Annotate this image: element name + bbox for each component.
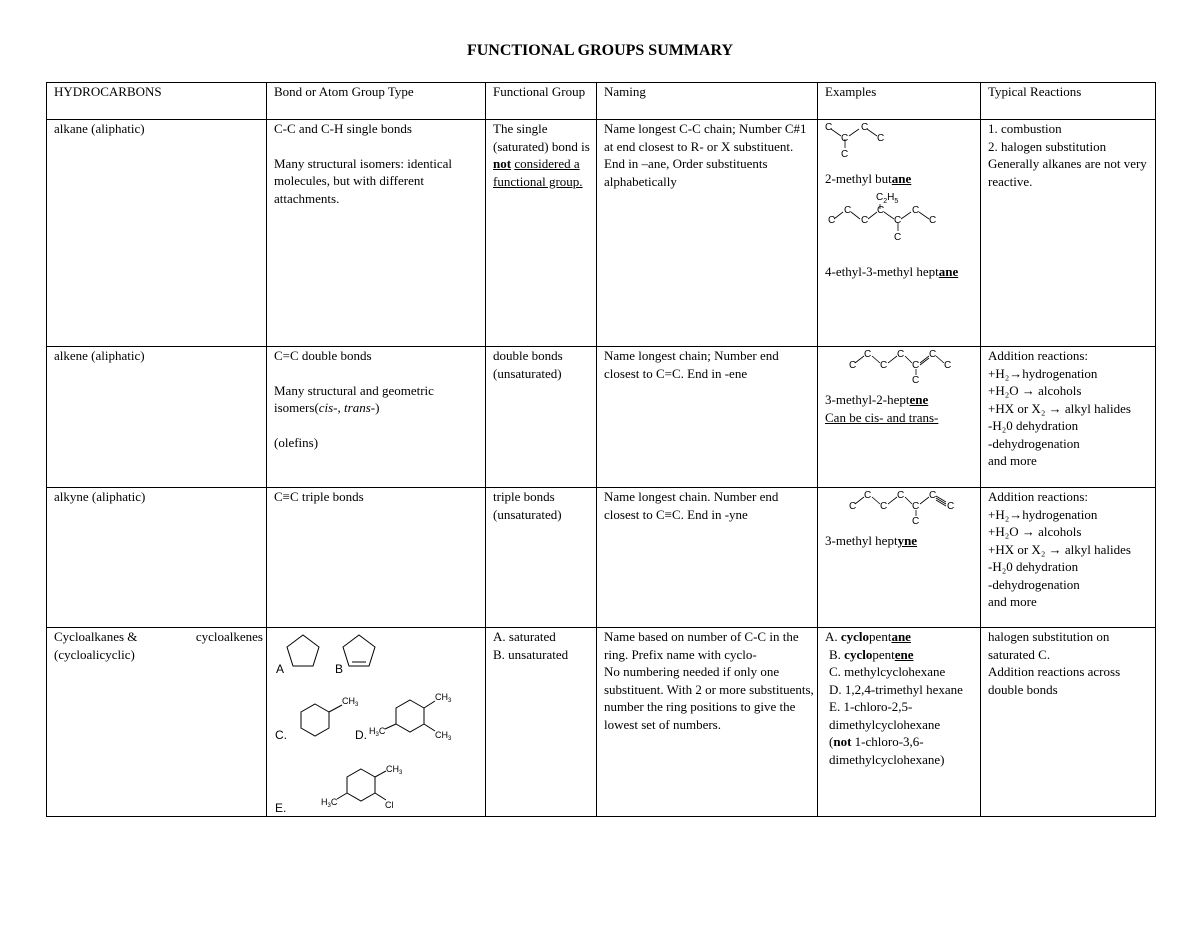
cis-trans-text: cis-, trans- (318, 400, 376, 415)
cyclo-example-d: D. 1,2,4-trimethyl hexane (829, 681, 963, 697)
alkane-name: alkane (aliphatic) (47, 120, 267, 347)
alkyne-name: alkyne (aliphatic) (47, 488, 267, 628)
cis-trans-note: Can be cis- and trans- (825, 409, 939, 425)
cyclo-name-part: cycloalkenes (195, 629, 263, 644)
methylheptene-structure (825, 347, 975, 391)
reaction-line: -H₂0 dehydration (988, 559, 1079, 574)
example-root: pent (869, 629, 892, 644)
ring-label-e: E. (275, 801, 287, 815)
cyclo-example-c: C. methylcyclohexane (829, 664, 946, 679)
cyclo-example-e: E. 1-chloro-2,5-dimethylcyclohexane (829, 699, 941, 732)
reaction-line: Generally alkanes are not very reactive. (988, 156, 1147, 189)
chloro-label: Cl (385, 800, 394, 810)
example-cyclo: cyclo (844, 646, 873, 662)
reaction-line: Addition reactions across double bonds (988, 664, 1121, 697)
carbon-label: C (864, 490, 872, 501)
cyclo-example-a (825, 628, 977, 646)
alkene-isomer-text (274, 382, 482, 417)
reaction-line: -dehydrogenation (988, 435, 1080, 451)
example-cyclo: cyclo (840, 629, 870, 644)
alkyne-naming: Name longest chain. Number end closest to C≡C. End in -yne (597, 488, 818, 628)
carbon-label: C (877, 133, 885, 144)
cyclo-name (47, 628, 267, 817)
alkyne-example (825, 532, 977, 550)
fg-line: A. saturated (493, 629, 556, 644)
carbon-label: C (880, 360, 888, 371)
cyclo-reactions (981, 628, 1156, 817)
cyclo-functional-group (486, 628, 597, 817)
methyl-label: $CH_3$ (435, 730, 452, 742)
paren: ( (829, 734, 834, 749)
carbon-label: C (929, 214, 937, 226)
header-row (47, 83, 1156, 120)
carbon-label: C (825, 122, 833, 133)
example-rest: 1-chloro-3,6-dimethylcyclohexane) (829, 734, 945, 767)
alkane-naming: Name longest C-C chain; Number C#1 at end closest to R- or X substituent. End in –ane, Order substituents alphabetically (597, 120, 818, 347)
carbon-label: C (897, 349, 905, 360)
alkyne-row (47, 488, 1156, 628)
carbon-label: C (912, 204, 920, 216)
methylbutane-structure (825, 120, 975, 170)
carbon-label: C (912, 516, 920, 527)
reaction-line: -dehydrogenation (988, 576, 1080, 592)
ring-structures (267, 628, 482, 816)
reaction-line: 1. combustion (988, 121, 1062, 136)
cyclo-row (47, 628, 1156, 817)
alkyne-reactions (981, 488, 1156, 628)
cyclo-name-line (54, 628, 263, 646)
alkane-fg-not: not (493, 156, 512, 171)
alkane-isomer-text: Many structural isomers: identical molecules, but with different attachments. (274, 155, 452, 206)
carbon-label: C (849, 501, 857, 512)
methyl-label: $H_3C$ (369, 726, 386, 738)
fg-line: B. unsaturated (493, 646, 569, 662)
carbon-label: C (841, 149, 849, 160)
header-bond-type: Bond or Atom Group Type (267, 83, 486, 120)
carbon-label: C (841, 133, 849, 144)
carbon-label: C (897, 490, 905, 501)
carbon-label: C (828, 214, 836, 226)
cyclo-name-sub: (cycloalicyclic) (54, 646, 135, 662)
functional-groups-table (46, 82, 1156, 817)
alkane-fg-text-2: considered a functional group. (493, 156, 583, 189)
ring-label-c: C. (275, 728, 287, 742)
alkene-functional-group: double bonds (unsaturated) (486, 347, 597, 488)
alkane-examples (818, 120, 981, 347)
cyclo-naming (597, 628, 818, 817)
reaction-line: +HX or X₂ → alkyl halides (988, 400, 1131, 416)
ring-label-d: D. (355, 728, 367, 742)
alkene-examples (818, 347, 981, 488)
carbon-label: C (947, 501, 955, 512)
carbon-label: C (929, 349, 937, 360)
header-naming: Naming (597, 83, 818, 120)
carbon-label: C (877, 204, 885, 216)
carbon-label: C (864, 349, 872, 360)
carbon-label: C (929, 490, 937, 501)
alkyne-functional-group: triple bonds (unsaturated) (486, 488, 597, 628)
reaction-line: Addition reactions: (988, 489, 1089, 504)
alkane-example-2 (825, 263, 977, 281)
alkene-olefins-text: (olefins) (274, 434, 319, 450)
carbon-label: C (849, 360, 857, 371)
header-typical-reactions: Typical Reactions (981, 83, 1156, 120)
methyl-label: $CH_3$ (386, 764, 403, 776)
naming-line: No numbering needed if only one substituent. With 2 or more substituents, number the ring positions to give the lowest set of numbers. (604, 664, 814, 732)
example-name: 3-methyl-2-hept (825, 392, 910, 407)
methyl-label: $H_3C$ (321, 797, 338, 809)
alkane-example-1 (825, 170, 977, 188)
example-suffix: ene (894, 646, 914, 662)
alkyne-examples (818, 488, 981, 628)
header-examples: Examples (818, 83, 981, 120)
example-suffix: ane (938, 263, 959, 279)
example-prefix: B. (829, 646, 845, 662)
cyclo-example-f (825, 733, 977, 768)
reaction-line: Addition reactions: (988, 348, 1089, 363)
isomer-text-end: ) (375, 400, 380, 415)
naming-line: Name based on number of C-C in the ring. Prefix name with cyclo- (604, 629, 799, 662)
alkane-bond-type (267, 120, 486, 347)
reaction-line: and more (988, 594, 1037, 609)
alkane-row (47, 120, 1156, 347)
reaction-line: +H₂→hydrogenation (988, 506, 1098, 522)
example-suffix: ane (891, 629, 911, 644)
alkane-fg-text: The single (saturated) bond is (493, 121, 590, 154)
isomer-text: Many structural and geometric isomers( (274, 382, 434, 415)
example-prefix: A. (825, 629, 841, 644)
example-name: 2-methyl but (825, 171, 892, 186)
reaction-line: halogen substitution on saturated C. (988, 629, 1110, 662)
cyclo-example-b (825, 646, 977, 664)
carbon-label: C (894, 214, 902, 226)
reaction-line: +H₂O → alcohols (988, 524, 1082, 539)
ring-label-a: A (276, 662, 285, 676)
example-name: 3-methyl hept (825, 533, 898, 548)
header-hydrocarbons: HYDROCARBONS (47, 83, 267, 120)
carbon-label: C (944, 360, 952, 371)
carbon-label: C (861, 122, 869, 133)
example-root: pent (872, 646, 895, 662)
alkene-bond-text: C=C double bonds (274, 348, 372, 363)
reaction-line: +HX or X₂ → alkyl halides (988, 541, 1131, 557)
example-name: 4-ethyl-3-methyl hept (825, 263, 939, 279)
methyl-label: $CH_3$ (342, 696, 359, 708)
alkyne-bond-type: C≡C triple bonds (267, 488, 486, 628)
carbon-label: C (912, 375, 920, 386)
page-title: FUNCTIONAL GROUPS SUMMARY (466, 42, 734, 59)
cyclo-examples (818, 628, 981, 817)
carbon-label: C (894, 231, 902, 243)
cyclo-name-part: Cycloalkanes & (54, 629, 138, 644)
reaction-line: +H₂O → alcohols (988, 383, 1082, 398)
alkene-name: alkene (aliphatic) (47, 347, 267, 488)
alkene-example (825, 391, 977, 409)
reaction-line: +H₂→hydrogenation (988, 365, 1098, 381)
alkane-reactions (981, 120, 1156, 347)
alkene-bond-type (267, 347, 486, 488)
methylheptyne-structure (825, 488, 975, 532)
cyclo-structures (267, 628, 486, 817)
alkene-row (47, 347, 1156, 488)
reaction-line: -H₂0 dehydration (988, 418, 1079, 433)
alkane-bond-text: C-C and C-H single bonds (274, 121, 412, 136)
example-suffix: ene (909, 392, 929, 407)
carbon-label: C (880, 501, 888, 512)
methyl-label: $CH_3$ (435, 692, 452, 704)
reaction-line: and more (988, 453, 1037, 468)
carbon-label: C (861, 214, 869, 226)
ethylmethylheptane-structure (825, 188, 975, 263)
carbon-label: C (844, 204, 852, 216)
alkene-naming: Name longest chain; Number end closest to C=C. End in -ene (597, 347, 818, 488)
header-functional-group: Functional Group (486, 83, 597, 120)
alkene-reactions (981, 347, 1156, 488)
example-suffix: ane (891, 171, 912, 186)
ethyl-group-label: $C_2H_5$ (876, 191, 899, 205)
alkane-functional-group (486, 120, 597, 347)
carbon-label: C (912, 360, 920, 371)
example-suffix: yne (897, 533, 918, 548)
not-word: not (833, 734, 852, 749)
ring-label-b: B (335, 662, 344, 676)
reaction-line: 2. halogen substitution (988, 138, 1107, 154)
carbon-label: C (912, 501, 920, 512)
